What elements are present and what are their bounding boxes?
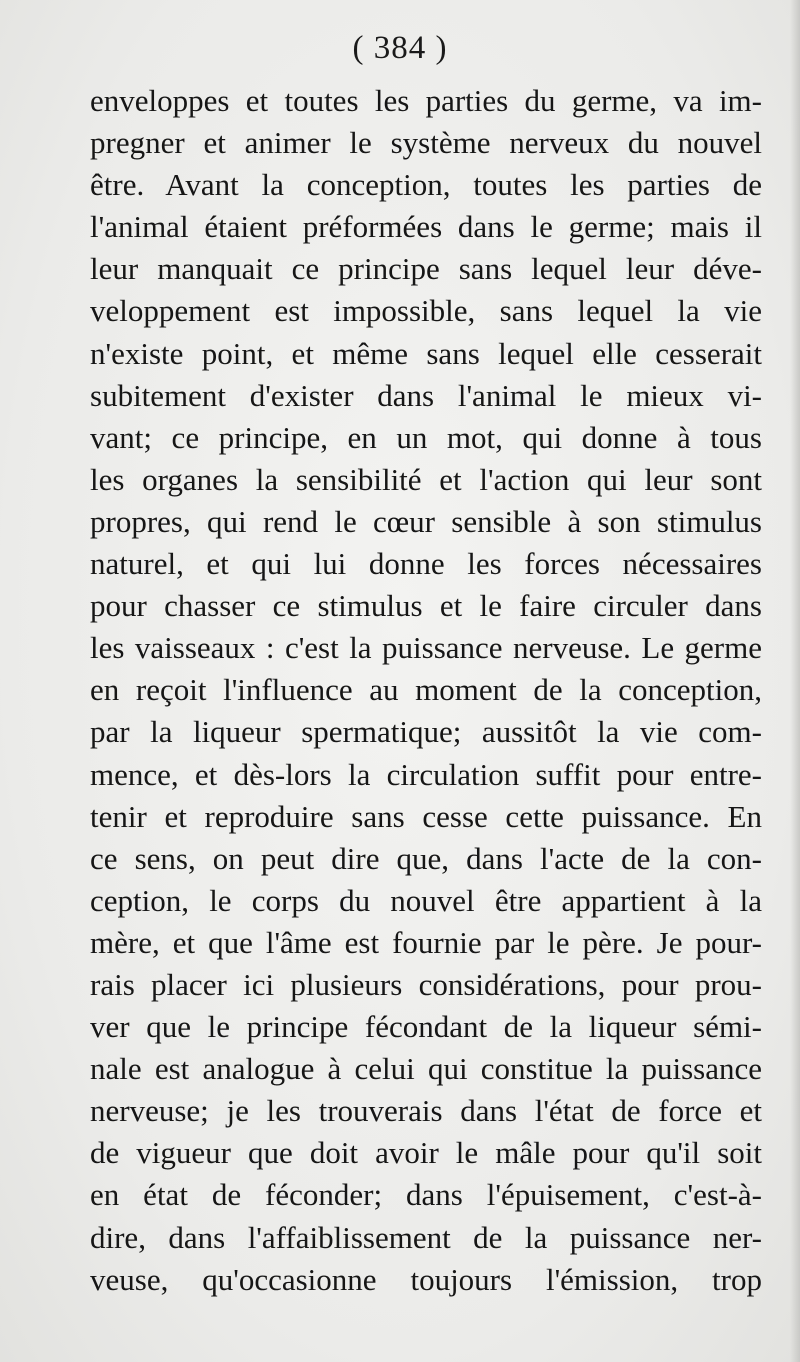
text-line: de vigueur que doit avoir le mâle pour qu'il soit bbox=[90, 1135, 762, 1171]
text-line: ception, le corps du nouvel être appartient à la bbox=[90, 882, 762, 918]
text-line: n'existe point, et même sans lequel elle cesserait bbox=[90, 335, 762, 371]
text-line: enveloppes et toutes les parties du germe, va im- bbox=[90, 83, 762, 118]
text-line: pour chasser ce stimulus et le faire circuler dans bbox=[90, 588, 762, 624]
text-line: en reçoit l'influence au moment de la conception, bbox=[90, 672, 762, 708]
text-line: tenir et reproduire sans cesse cette puissance. En bbox=[90, 798, 762, 834]
text-line: les organes la sensibilité et l'action qui leur sont bbox=[90, 461, 762, 497]
text-line: mère, et que l'âme est fournie par le père. Je pour- bbox=[90, 924, 762, 960]
text-line: subitement d'exister dans l'animal le mieux vi- bbox=[90, 377, 762, 413]
text-line: par la liqueur spermatique; aussitôt la vie com- bbox=[90, 714, 762, 750]
text-line: pregner et animer le système nerveux du nouvel bbox=[90, 125, 762, 161]
text-line: leur manquait ce principe sans lequel leur déve- bbox=[90, 251, 762, 287]
text-line: en état de féconder; dans l'épuisement, c'est-à- bbox=[90, 1177, 762, 1213]
text-line: veloppement est impossible, sans lequel la vie bbox=[90, 293, 762, 329]
text-line: l'animal étaient préformées dans le germe; mais il bbox=[90, 209, 762, 245]
text-line: dire, dans l'affaiblissement de la puissance ner- bbox=[90, 1219, 762, 1255]
text-line: nerveuse; je les trouverais dans l'état de force et bbox=[90, 1093, 762, 1129]
text-line: veuse, qu'occasionne toujours l'émission, trop bbox=[90, 1261, 762, 1297]
text-line: ver que le principe fécondant de la liqueur sémi- bbox=[90, 1009, 762, 1045]
text-line: naturel, et qui lui donne les forces nécessaires bbox=[90, 546, 762, 582]
text-line: les vaisseaux : c'est la puissance nerveuse. Le germe bbox=[90, 630, 762, 666]
text-line: ce sens, on peut dire que, dans l'acte de la con- bbox=[90, 840, 762, 876]
text-line: rais placer ici plusieurs considérations, pour prou- bbox=[90, 966, 762, 1002]
page-number-header: ( 384 ) bbox=[352, 30, 448, 66]
text-line: vant; ce principe, en un mot, qui donne à tous bbox=[90, 419, 762, 455]
text-line: nale est analogue à celui qui constitue la puissance bbox=[90, 1051, 762, 1087]
text-line: être. Avant la conception, toutes les parties de bbox=[90, 167, 762, 203]
body-text bbox=[90, 80, 762, 1301]
page-edge-shadow bbox=[790, 0, 800, 1362]
text-line: propres, qui rend le cœur sensible à son stimulus bbox=[90, 503, 762, 539]
text-line: mence, et dès-lors la circulation suffit pour entre- bbox=[90, 756, 762, 792]
